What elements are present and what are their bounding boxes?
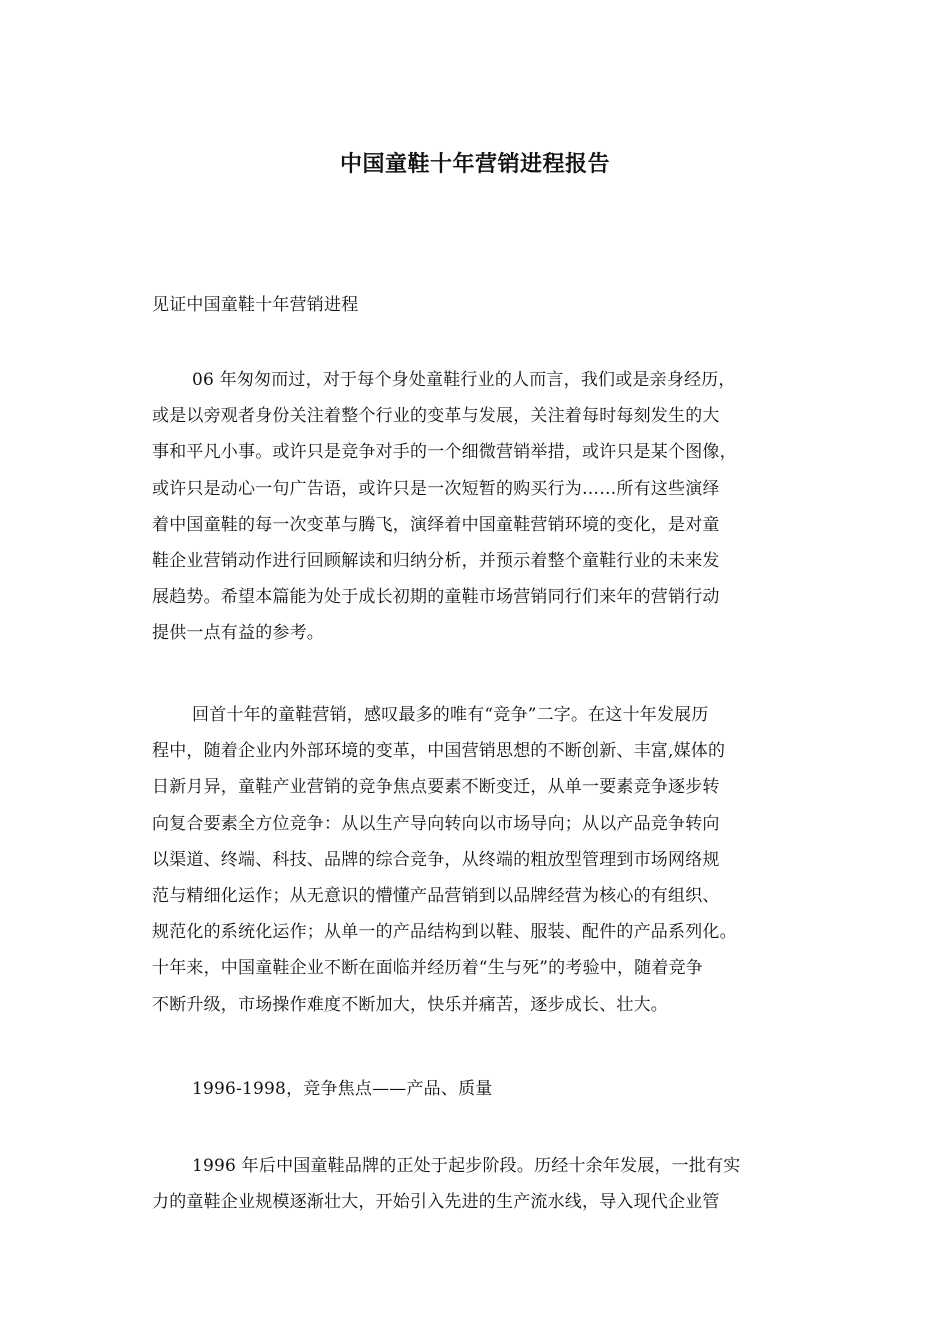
paragraph-line: 事和平凡小事。或许只是竞争对手的一个细微营销举措，或许只是某个图像， xyxy=(152,442,737,463)
paragraph-line: 或许只是动心一句广告语，或许只是一次短暂的购买行为……所有这些演绎 xyxy=(152,478,720,499)
paragraph-line: 或是以旁观者身份关注着整个行业的变革与发展，关注着每时每刻发生的大 xyxy=(152,406,720,427)
paragraph-intro xyxy=(152,362,812,652)
document-subheading: 见证中国童鞋十年营销进程 xyxy=(152,295,359,315)
paragraph-line: 提供一点有益的参考。 xyxy=(152,623,324,644)
paragraph-competition xyxy=(152,697,812,1023)
paragraph-line: 规范化的系统化运作；从单一的产品结构到以鞋、服装、配件的产品系列化。 xyxy=(152,922,737,943)
paragraph-line: 06 年匆匆而过，对于每个身处童鞋行业的人而言，我们或是亲身经历， xyxy=(192,370,736,390)
paragraph-line: 回首十年的童鞋营销，感叹最多的唯有“竞争”二字。在这十年发展历 xyxy=(192,705,709,725)
paragraph-line: 十年来，中国童鞋企业不断在面临并经历着“生与死”的考验中，随着竞争 xyxy=(152,958,703,979)
paragraph-line: 程中，随着企业内外部环境的变革，中国营销思想的不断创新、丰富,媒体的 xyxy=(152,741,726,762)
document-title: 中国童鞋十年营销进程报告 xyxy=(339,151,610,177)
paragraph-line: 鞋企业营销动作进行回顾解读和归纳分析，并预示着整个童鞋行业的未来发 xyxy=(152,550,720,571)
paragraph-line: 力的童鞋企业规模逐渐壮大，开始引入先进的生产流水线，导入现代企业管 xyxy=(152,1192,720,1213)
section-heading: 1996-1998，竞争焦点——产品、质量 xyxy=(192,1079,493,1099)
paragraph-line: 以渠道、终端、科技、品牌的综合竞争，从终端的粗放型管理到市场网络规 xyxy=(152,849,720,870)
paragraph-1996 xyxy=(152,1148,812,1220)
paragraph-line: 范与精细化运作；从无意识的懵懂产品营销到以品牌经营为核心的有组织、 xyxy=(152,885,720,906)
paragraph-line: 向复合要素全方位竞争：从以生产导向转向以市场导向；从以产品竞争转向 xyxy=(152,813,720,834)
paragraph-line: 不断升级，市场操作难度不断加大，快乐并痛苦，逐步成长、壮大。 xyxy=(152,994,668,1015)
paragraph-line: 着中国童鞋的每一次变革与腾飞，演绎着中国童鞋营销环境的变化，是对童 xyxy=(152,514,720,535)
paragraph-line: 1996 年后中国童鞋品牌的正处于起步阶段。历经十余年发展，一批有实 xyxy=(192,1156,741,1176)
paragraph-line: 展趋势。希望本篇能为处于成长初期的童鞋市场营销同行们来年的营销行动 xyxy=(152,587,720,608)
paragraph-line: 日新月异，童鞋产业营销的竞争焦点要素不断变迁，从单一要素竞争逐步转 xyxy=(152,777,720,798)
